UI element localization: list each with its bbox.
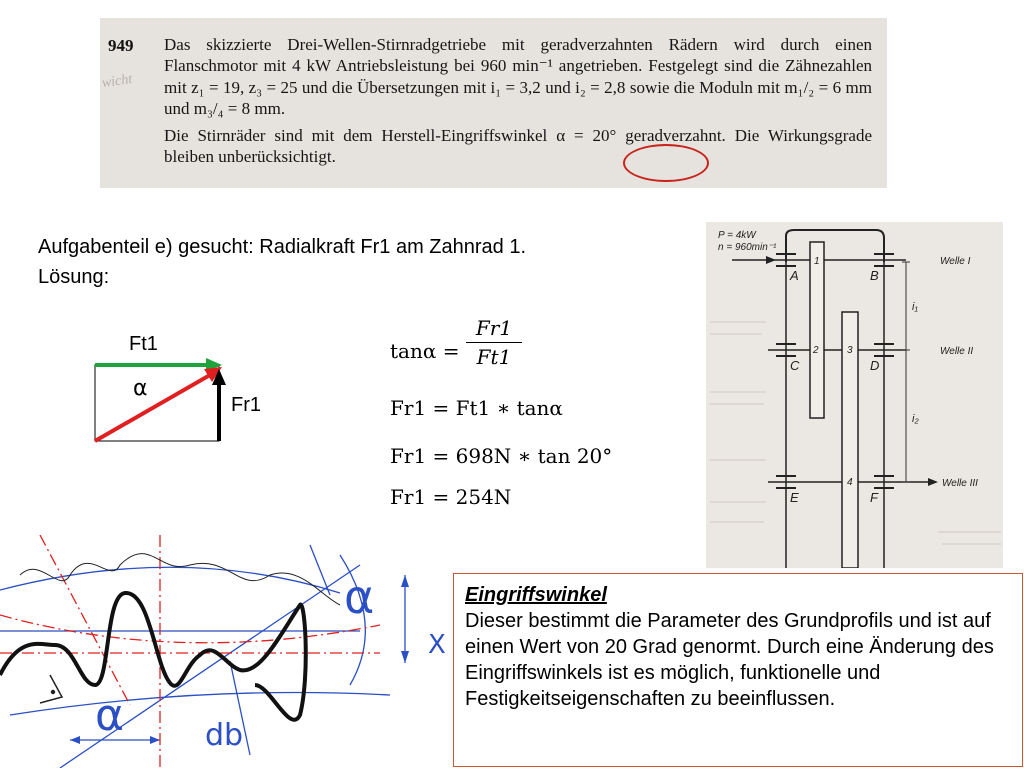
task-question: Aufgabenteil e) gesucht: Radialkraft Fr1 am Zahnrad 1. bbox=[38, 236, 527, 258]
fraction-numerator: Fr1 bbox=[466, 316, 522, 343]
formula-tan-lhs: tanα = bbox=[390, 339, 460, 363]
ft1-label: Ft1 bbox=[129, 333, 158, 355]
handwritten-side-note: wicht bbox=[101, 71, 134, 92]
fraction-denominator: Ft1 bbox=[476, 345, 512, 369]
x-label: X bbox=[428, 630, 446, 660]
info-title: Eingriffswinkel bbox=[465, 584, 607, 606]
gearbox-schematic bbox=[706, 222, 1003, 568]
resultant-vector bbox=[95, 375, 210, 441]
alpha-label: α bbox=[133, 376, 148, 401]
task-statement bbox=[38, 232, 526, 292]
center-lines bbox=[0, 535, 380, 768]
problem-paragraph-1: Das skizzierte Drei-Wellen-Stirnradgetriebe mit geradverzahnten Rädern wird durch einen Flanschmotor mit 4 kW Antriebsleistung bei 960 min⁻¹ angetrieben. Festgelegt sind die Zähnezahlen mit z₁ = 19, z₃ = 25 und die Übersetzungen mit i₁ = 3,2 und i₂ = 2,8 sowie die Moduln mit m₁/₂ = 6 mm und m₃/₄ = 8 mm. bbox=[164, 35, 872, 119]
formula-fr1-substitution: Fr1 = 698N ∗ tan 20° bbox=[390, 444, 613, 468]
shaft-2-label: Welle II bbox=[940, 346, 974, 357]
problem-paragraph-2: Die Stirnräder sind mit dem Herstell-Eingriffswinkel α = 20° geradverzahnt. Die Wirkungsgrade bleiben unberücksichtigt. bbox=[164, 125, 872, 167]
tooth-profile-drawing bbox=[0, 535, 455, 768]
alpha-small-label: α bbox=[95, 690, 125, 741]
bearing-f-label: F bbox=[870, 490, 878, 505]
solution-label: Lösung: bbox=[38, 266, 110, 288]
bearing-d-label: D bbox=[870, 358, 880, 373]
alpha-big-label: α bbox=[344, 570, 375, 624]
right-angle-marker bbox=[40, 675, 62, 703]
problem-number: 949 bbox=[108, 36, 134, 55]
ratio-dimension-lines bbox=[902, 262, 910, 482]
problem-text bbox=[164, 34, 872, 167]
gearbox-drawing bbox=[706, 222, 1003, 568]
shaft-3-label: Welle III bbox=[942, 478, 978, 489]
bearing-e-label: E bbox=[790, 490, 799, 505]
scanned-problem-statement bbox=[100, 18, 887, 188]
formula-fr1-result: Fr1 = 254N bbox=[390, 485, 512, 509]
ratio-1-label: i₁ bbox=[912, 301, 918, 313]
gear-4-label: 4 bbox=[847, 477, 853, 488]
gear-2-label: 2 bbox=[813, 345, 819, 356]
housing-outline bbox=[786, 230, 884, 262]
gear-power-label: P = 4kW bbox=[718, 230, 756, 241]
force-vector-diagram bbox=[90, 355, 330, 465]
bearing-a-label: A bbox=[790, 268, 799, 283]
gear-1 bbox=[810, 242, 824, 418]
db-label: db bbox=[205, 718, 244, 753]
right-angle-dot bbox=[51, 690, 55, 694]
bearing-b-label: B bbox=[870, 268, 879, 283]
gear-1-label: 1 bbox=[814, 256, 820, 267]
shaft-1-label: Welle I bbox=[940, 256, 971, 267]
ratio-2-label: i₂ bbox=[912, 413, 919, 425]
gear-speed-label: n = 960min⁻¹ bbox=[718, 242, 777, 253]
formula-fr1-expression: Fr1 = Ft1 ∗ tanα bbox=[390, 396, 563, 420]
info-body: Dieser bestimmt die Parameter des Grundprofils und ist auf einen Wert von 20 Grad genormt. Durch eine Änderung des Eingriffswinkels ist es möglich, funktionelle und Festigkeitseigenschaften zu beeinflussen. bbox=[465, 610, 994, 710]
gear-3-label: 3 bbox=[847, 345, 853, 356]
info-box-pressure-angle bbox=[453, 573, 1023, 767]
bearing-c-label: C bbox=[790, 358, 800, 373]
formula-tan-fraction bbox=[466, 316, 522, 369]
output-arrowhead bbox=[928, 478, 938, 486]
fr1-label: Fr1 bbox=[231, 394, 261, 416]
mating-gear-outline bbox=[20, 554, 340, 605]
alpha-highlight-circle bbox=[623, 144, 709, 182]
